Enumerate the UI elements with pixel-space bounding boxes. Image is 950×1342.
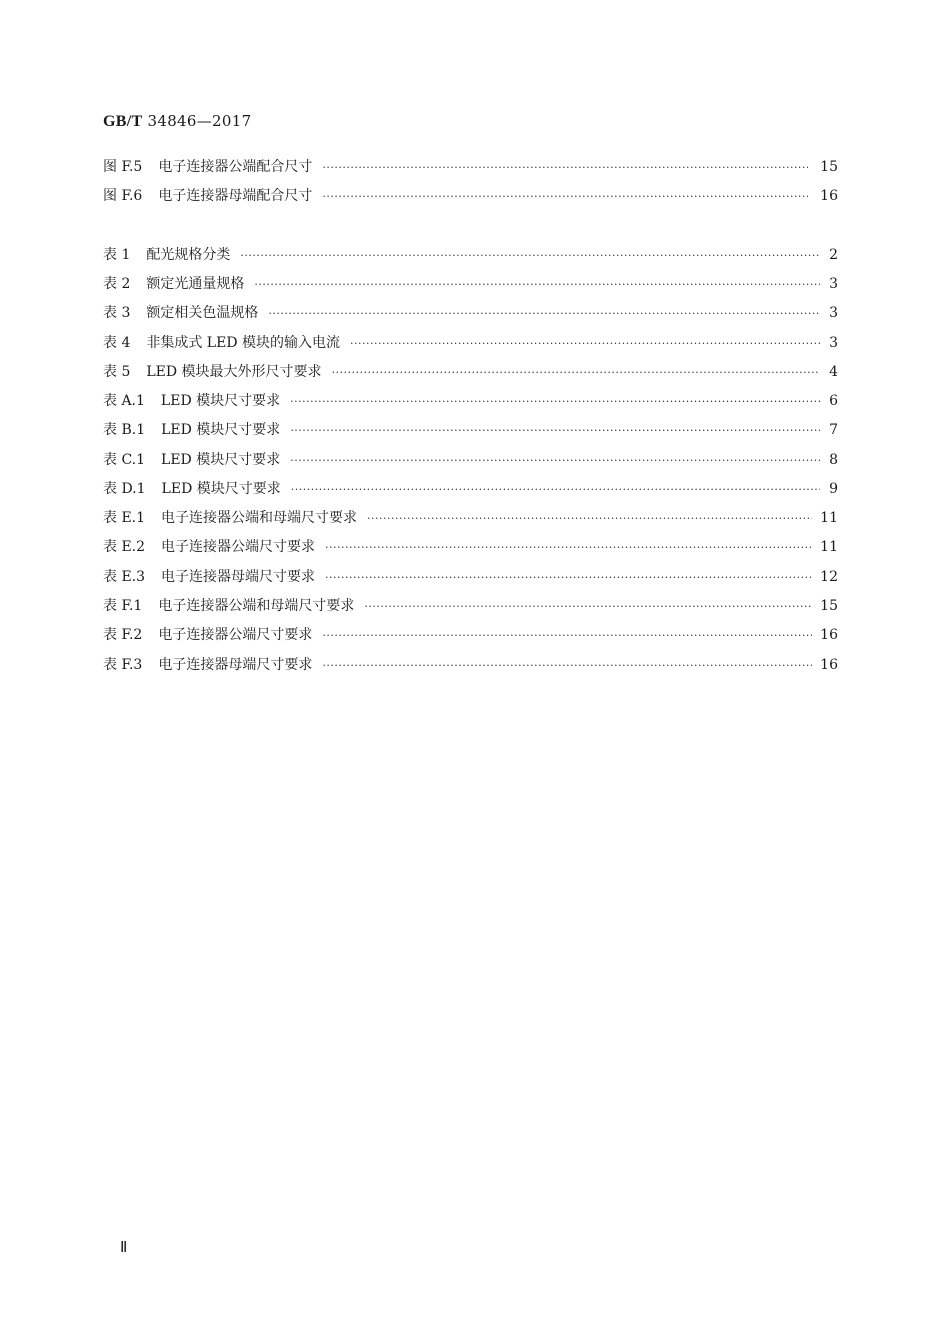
entry-number: 图 F.5 — [103, 159, 143, 175]
dot-leader — [325, 571, 812, 584]
dot-leader — [367, 512, 812, 525]
entry-number: 表 1 — [103, 247, 131, 263]
entry-title: 电子连接器公端尺寸要求 — [161, 539, 316, 555]
entry-number: 表 F.2 — [103, 627, 143, 643]
toc-entry-table[interactable] — [103, 624, 838, 646]
entry-page: 16 — [820, 657, 838, 673]
entry-page: 16 — [820, 627, 838, 643]
entry-title: 电子连接器母端配合尺寸 — [158, 188, 313, 204]
toc-entry-table[interactable] — [103, 595, 838, 617]
dot-leader — [268, 307, 820, 320]
dot-leader — [322, 161, 808, 174]
entry-number: 表 2 — [103, 276, 131, 292]
entry-title: 额定光通量规格 — [146, 276, 245, 292]
entry-title: LED 模块尺寸要求 — [161, 452, 281, 468]
toc-entry-table[interactable] — [103, 536, 838, 558]
entry-number: 表 C.1 — [103, 452, 146, 468]
document-header — [103, 112, 251, 131]
entry-number: 表 5 — [103, 364, 131, 380]
entry-page: 3 — [829, 335, 838, 351]
toc-entry-table[interactable] — [103, 244, 838, 266]
entry-title: 电子连接器母端尺寸要求 — [158, 657, 313, 673]
toc-entry-table[interactable] — [103, 361, 838, 383]
dot-leader — [290, 454, 820, 467]
toc-entry-figure[interactable] — [103, 156, 838, 178]
toc-entry-table[interactable] — [103, 332, 838, 354]
entry-page: 7 — [829, 422, 838, 438]
entry-page: 11 — [820, 539, 838, 555]
entry-page: 11 — [820, 510, 838, 526]
entry-number: 表 E.1 — [103, 510, 146, 526]
dot-leader — [325, 541, 812, 554]
entry-title: LED 模块尺寸要求 — [160, 393, 281, 409]
entry-title: 额定相关色温规格 — [146, 305, 259, 321]
toc-entry-table[interactable] — [103, 390, 838, 412]
toc-entry-figure[interactable] — [103, 185, 838, 207]
dot-leader — [290, 395, 820, 408]
entry-title: LED 模块尺寸要求 — [161, 422, 281, 438]
entry-number: 表 E.2 — [103, 539, 146, 555]
toc-entry-table[interactable] — [103, 302, 838, 324]
entry-title: LED 模块尺寸要求 — [161, 481, 281, 497]
entry-page: 9 — [829, 481, 838, 497]
page-number: Ⅱ — [120, 1240, 128, 1256]
entry-page: 16 — [820, 188, 838, 204]
dot-leader — [291, 483, 820, 496]
toc-entry-table[interactable] — [103, 273, 838, 295]
standard-number: 34846—2017 — [147, 112, 252, 130]
entry-page: 15 — [820, 159, 838, 175]
entry-page: 8 — [829, 452, 838, 468]
entry-number: 表 F.1 — [103, 598, 143, 614]
entry-number: 表 B.1 — [103, 422, 146, 438]
entry-number: 图 F.6 — [103, 188, 143, 204]
toc-entry-table[interactable] — [103, 654, 838, 676]
toc-entry-table[interactable] — [103, 566, 838, 588]
entry-number: 表 D.1 — [103, 481, 146, 497]
entry-title: 电子连接器公端和母端尺寸要求 — [161, 510, 358, 526]
entry-page: 2 — [829, 247, 838, 263]
entry-title: 非集成式 LED 模块的输入电流 — [146, 335, 341, 351]
toc-entry-table[interactable] — [103, 449, 838, 471]
entry-number: 表 A.1 — [103, 393, 145, 409]
standard-code: GB/T — [103, 113, 143, 130]
entry-number: 表 F.3 — [103, 657, 143, 673]
dot-leader — [254, 278, 820, 291]
entry-page: 15 — [820, 598, 838, 614]
dot-leader — [332, 366, 820, 379]
entry-title: 电子连接器母端尺寸要求 — [161, 569, 316, 585]
toc-entry-table[interactable] — [103, 507, 838, 529]
entry-title: 配光规格分类 — [146, 247, 231, 263]
entry-number: 表 E.3 — [103, 569, 146, 585]
entry-title: 电子连接器公端尺寸要求 — [158, 627, 313, 643]
entry-title: 电子连接器公端配合尺寸 — [158, 159, 313, 175]
entry-page: 6 — [829, 393, 838, 409]
dot-leader — [322, 659, 812, 672]
toc-entry-table[interactable] — [103, 478, 838, 500]
toc-entry-table[interactable] — [103, 419, 838, 441]
dot-leader — [364, 600, 812, 613]
entry-page: 3 — [829, 305, 838, 321]
dot-leader — [322, 629, 812, 642]
entry-title: LED 模块最大外形尺寸要求 — [146, 364, 322, 380]
dot-leader — [350, 337, 820, 350]
dot-leader — [290, 424, 820, 437]
entry-page: 3 — [829, 276, 838, 292]
entry-title: 电子连接器公端和母端尺寸要求 — [158, 598, 355, 614]
entry-number: 表 3 — [103, 305, 131, 321]
entry-number: 表 4 — [103, 335, 131, 351]
entry-page: 4 — [829, 364, 838, 380]
entry-page: 12 — [820, 569, 838, 585]
dot-leader — [240, 249, 820, 262]
dot-leader — [322, 190, 808, 203]
